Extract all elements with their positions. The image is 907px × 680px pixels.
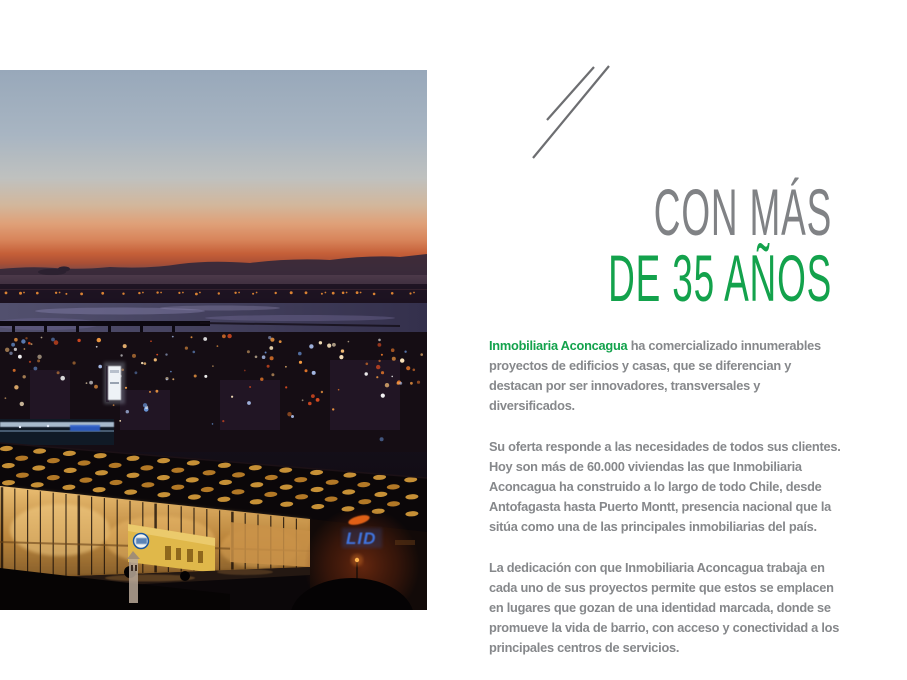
background-store [0,419,114,445]
page-title [432,175,832,315]
paragraph-1 [489,336,843,416]
lider-sign-text: LID [346,529,377,548]
city-night-photo [0,70,427,610]
brand-highlight: Inmobiliaria Aconcagua [489,338,628,353]
paragraph-2-text: Su oferta responde a las necesidades de todos sus clientes. Hoy son más de 60.000 viviendas las que Inmobiliaria Aconcagua ha construido a lo largo de todo Chile, desde Antofagasta hasta Puerto Montt, presencia nacional que la sitúa como una de las principales inmobiliarias del país. [489,439,841,534]
paragraph-3-text: La dedicación con que Inmobiliaria Aconcagua trabaja en cada uno de sus proyectos permite que estos se emplacen en lugares que gozan de una identidad marcada, donde se promueve la vida de barrio, con acceso y conectividad a los principales centros de servicios. [489,560,840,655]
billboard [104,362,125,404]
paragraph-1-text: ha comercializado innumerables proyectos de edificios y casas, que se diferencian y destacan por ser innovadores, transversales y diversificados. [489,338,821,413]
page-title-line1: CON MÁS [653,175,832,249]
paragraph-2 [489,437,843,537]
body-copy [489,336,843,679]
paragraph-3 [489,558,843,658]
city-night-photo-art [0,70,427,610]
page-title-line2: DE 35 AÑOS [607,241,832,315]
